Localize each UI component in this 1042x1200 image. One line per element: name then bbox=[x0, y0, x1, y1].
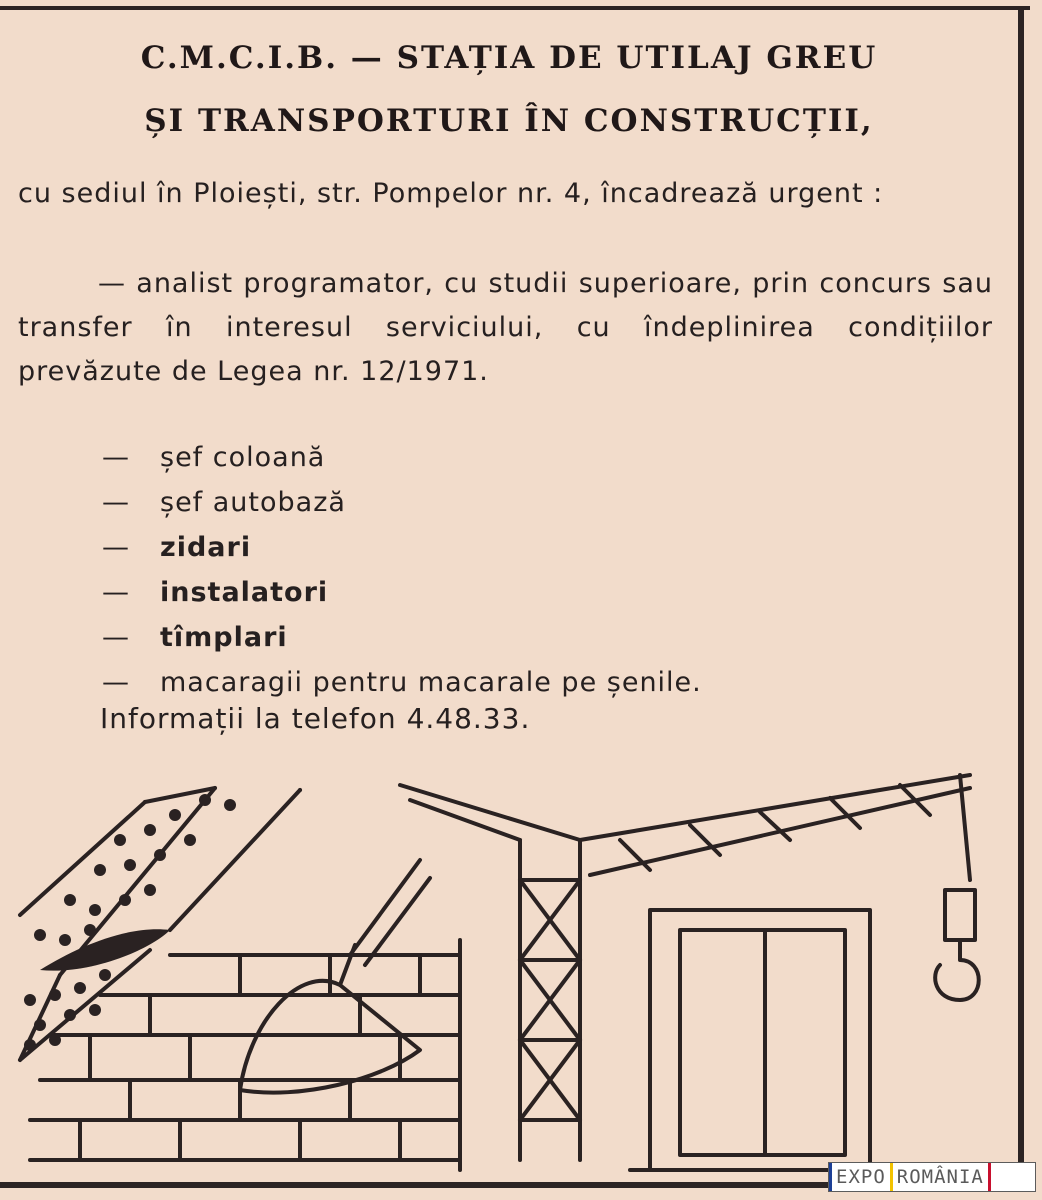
watermark-text-right: ROMÂNIA bbox=[896, 1166, 984, 1188]
brick-wall bbox=[30, 940, 460, 1170]
job-item bbox=[102, 570, 702, 615]
dash: — bbox=[102, 442, 130, 473]
ad-title-line-2: ȘI TRANSPORTURI ÎN CONSTRUCȚII, bbox=[144, 103, 874, 139]
mortar-slab bbox=[20, 788, 300, 1060]
ad-title-line-1: C.M.C.I.B. — STAȚIA DE UTILAJ GREU bbox=[140, 40, 878, 76]
job-item bbox=[102, 660, 702, 705]
ad-analyst-paragraph: — analist programator, cu studii superioare, prin concurs sau transfer în interesul serviciului, cu îndeplinirea condițiilor prevăzute de Legea nr. 12/1971. bbox=[18, 268, 993, 387]
dash: — bbox=[102, 487, 130, 518]
job-label: zidari bbox=[160, 532, 252, 563]
job-label: macaragii pentru macarale pe șenile. bbox=[160, 667, 702, 698]
ad-intro-text: cu sediul în Ploiești, str. Pompelor nr. 4, încadrează urgent : bbox=[18, 178, 884, 209]
dash: — bbox=[102, 667, 130, 698]
job-label: șef autobază bbox=[160, 487, 346, 518]
flag-stripe-red bbox=[988, 1163, 991, 1191]
job-list bbox=[102, 435, 702, 705]
dash: — bbox=[102, 532, 130, 563]
job-item bbox=[102, 615, 702, 660]
dash: — bbox=[102, 577, 130, 608]
job-label: șef coloană bbox=[160, 442, 326, 473]
job-item bbox=[102, 525, 702, 570]
job-label: tîmplari bbox=[160, 622, 288, 653]
frame-right-border bbox=[1018, 6, 1024, 1186]
frame-top-border bbox=[0, 6, 1030, 10]
dash: — bbox=[102, 622, 130, 653]
window bbox=[630, 910, 890, 1180]
phone-info: Informații la telefon 4.48.33. bbox=[100, 702, 531, 735]
mortar-dots bbox=[24, 794, 236, 1051]
job-label: instalatori bbox=[160, 577, 329, 608]
job-item bbox=[102, 480, 702, 525]
watermark-text-left: EXPO bbox=[836, 1166, 886, 1188]
crane bbox=[400, 775, 979, 1160]
watermark-logo bbox=[828, 1162, 1036, 1192]
construction-illustration bbox=[0, 760, 1018, 1180]
job-item bbox=[102, 435, 702, 480]
